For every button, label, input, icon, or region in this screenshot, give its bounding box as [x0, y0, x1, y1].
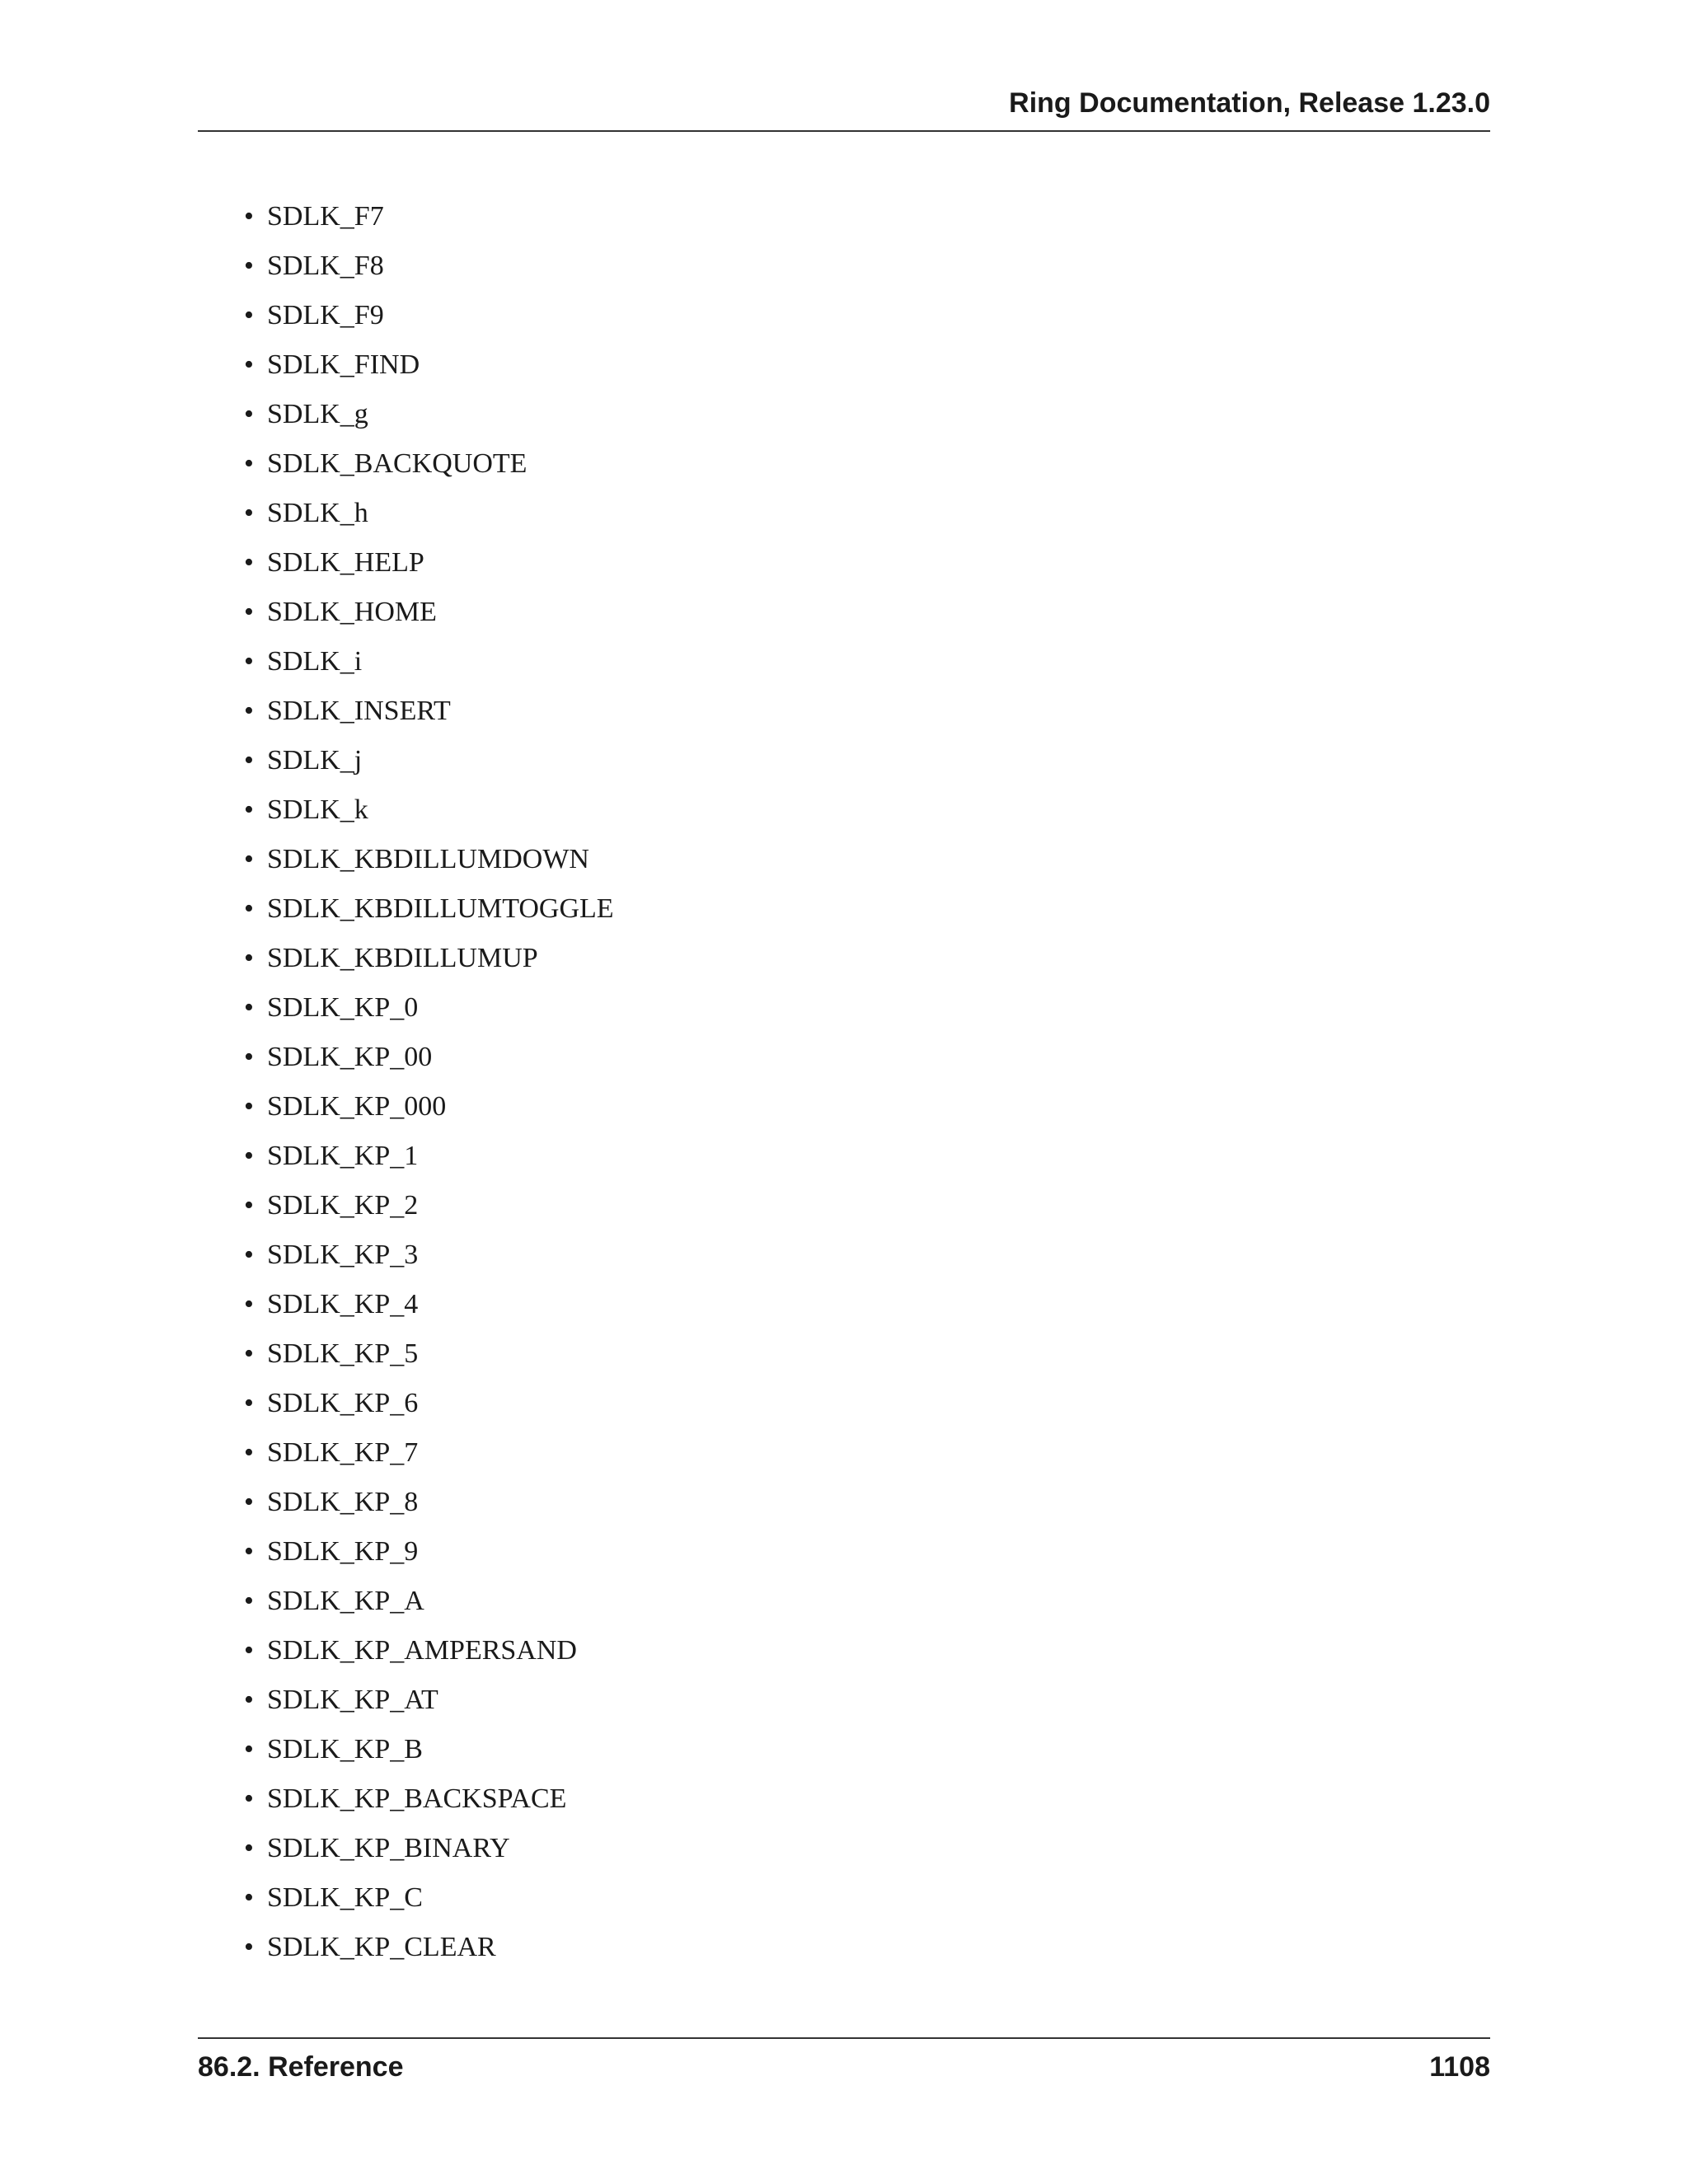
list-item	[198, 736, 1490, 785]
list-item-label: SDLK_KP_3	[267, 1240, 419, 1270]
bullet-icon: •	[244, 893, 254, 924]
list-item-label: SDLK_KP_B	[267, 1734, 423, 1765]
list-item-label: SDLK_i	[267, 646, 363, 677]
bullet-icon: •	[244, 1141, 254, 1171]
list-item	[198, 1428, 1490, 1478]
list-item	[198, 687, 1490, 736]
list-item-label: SDLK_KP_7	[267, 1437, 419, 1468]
bullet-icon: •	[244, 399, 254, 429]
list-item-label: SDLK_FIND	[267, 349, 420, 380]
bullet-icon: •	[244, 1932, 254, 1962]
list-item-label: SDLK_KP_A	[267, 1586, 424, 1616]
bullet-icon: •	[244, 1240, 254, 1270]
list-item-label: SDLK_KBDILLUMTOGGLE	[267, 893, 614, 924]
list-item-label: SDLK_KP_000	[267, 1091, 447, 1122]
list-item-label: SDLK_KP_8	[267, 1487, 419, 1517]
list-item-label: SDLK_BACKQUOTE	[267, 448, 528, 479]
list-item	[198, 983, 1490, 1033]
list-item	[198, 439, 1490, 489]
bullet-icon: •	[244, 1437, 254, 1468]
list-item	[198, 1082, 1490, 1132]
list-item	[198, 1675, 1490, 1725]
bullet-icon: •	[244, 498, 254, 528]
bullet-icon: •	[244, 646, 254, 677]
bullet-icon: •	[244, 1882, 254, 1913]
bullet-icon: •	[244, 696, 254, 726]
list-item-label: SDLK_KBDILLUMDOWN	[267, 844, 589, 874]
bullet-icon: •	[244, 1487, 254, 1517]
list-item-label: SDLK_KBDILLUMUP	[267, 943, 538, 973]
list-item-label: SDLK_g	[267, 399, 368, 429]
bullet-icon: •	[244, 251, 254, 281]
bullet-icon: •	[244, 1833, 254, 1863]
bullet-icon: •	[244, 1586, 254, 1616]
list-item-label: SDLK_KP_4	[267, 1289, 419, 1319]
list-item	[198, 785, 1490, 835]
list-item	[198, 1873, 1490, 1923]
list-item-label: SDLK_INSERT	[267, 696, 451, 726]
list-item-label: SDLK_KP_AT	[267, 1685, 438, 1715]
list-item	[198, 1181, 1490, 1230]
bullet-icon: •	[244, 943, 254, 973]
bullet-icon: •	[244, 844, 254, 874]
bullet-icon: •	[244, 349, 254, 380]
list-item-label: SDLK_HOME	[267, 597, 437, 627]
list-item	[198, 1132, 1490, 1181]
list-item	[198, 1478, 1490, 1527]
bullet-icon: •	[244, 300, 254, 330]
list-item-label: SDLK_F9	[267, 300, 384, 330]
section-title: 86.2. Reference	[198, 2051, 404, 2083]
list-item-label: SDLK_KP_AMPERSAND	[267, 1635, 577, 1666]
list-item-label: SDLK_HELP	[267, 547, 424, 578]
list-item	[198, 1527, 1490, 1577]
list-item	[198, 1577, 1490, 1626]
list-item-label: SDLK_j	[267, 745, 363, 776]
page-content	[198, 192, 1490, 1972]
bullet-icon: •	[244, 448, 254, 479]
bullet-icon: •	[244, 794, 254, 825]
list-item	[198, 1230, 1490, 1280]
list-item-label: SDLK_KP_C	[267, 1882, 423, 1913]
page-number: 1108	[1429, 2051, 1490, 2083]
list-item-label: SDLK_KP_00	[267, 1042, 433, 1072]
list-item-label: SDLK_KP_CLEAR	[267, 1932, 496, 1962]
list-item	[198, 192, 1490, 241]
bullet-icon: •	[244, 1635, 254, 1666]
bullet-icon: •	[244, 1091, 254, 1122]
list-item-label: SDLK_k	[267, 794, 368, 825]
bullet-icon: •	[244, 992, 254, 1023]
list-item	[198, 884, 1490, 934]
list-item-label: SDLK_KP_2	[267, 1190, 419, 1221]
list-item	[198, 241, 1490, 291]
bullet-icon: •	[244, 1289, 254, 1319]
list-item	[198, 588, 1490, 637]
list-item-label: SDLK_KP_0	[267, 992, 419, 1023]
bullet-icon: •	[244, 547, 254, 578]
list-item-label: SDLK_KP_BACKSPACE	[267, 1783, 567, 1814]
bullet-icon: •	[244, 1536, 254, 1567]
list-item	[198, 489, 1490, 538]
list-item-label: SDLK_KP_9	[267, 1536, 419, 1567]
bullet-icon: •	[244, 1338, 254, 1369]
list-item	[198, 1774, 1490, 1824]
list-item	[198, 1329, 1490, 1379]
list-item	[198, 291, 1490, 340]
list-item	[198, 637, 1490, 687]
list-item-label: SDLK_F8	[267, 251, 384, 281]
list-item	[198, 390, 1490, 439]
bullet-icon: •	[244, 1783, 254, 1814]
list-item-label: SDLK_KP_5	[267, 1338, 419, 1369]
bullet-icon: •	[244, 1685, 254, 1715]
list-item	[198, 1379, 1490, 1428]
list-item	[198, 1626, 1490, 1675]
list-item-label: SDLK_KP_6	[267, 1388, 419, 1418]
bullet-icon: •	[244, 1388, 254, 1418]
list-item	[198, 934, 1490, 983]
keycode-list	[198, 192, 1490, 1972]
list-item-label: SDLK_h	[267, 498, 368, 528]
list-item	[198, 835, 1490, 884]
bullet-icon: •	[244, 1042, 254, 1072]
list-item	[198, 340, 1490, 390]
list-item	[198, 538, 1490, 588]
bullet-icon: •	[244, 201, 254, 232]
document-title: Ring Documentation, Release 1.23.0	[1009, 87, 1490, 119]
list-item	[198, 1923, 1490, 1972]
list-item	[198, 1280, 1490, 1329]
list-item	[198, 1033, 1490, 1082]
bullet-icon: •	[244, 597, 254, 627]
list-item	[198, 1725, 1490, 1774]
bullet-icon: •	[244, 1190, 254, 1221]
page-footer	[198, 2037, 1490, 2088]
bullet-icon: •	[244, 1734, 254, 1765]
list-item-label: SDLK_F7	[267, 201, 384, 232]
bullet-icon: •	[244, 745, 254, 776]
list-item-label: SDLK_KP_1	[267, 1141, 419, 1171]
page-header	[198, 89, 1490, 132]
list-item-label: SDLK_KP_BINARY	[267, 1833, 510, 1863]
list-item	[198, 1824, 1490, 1873]
